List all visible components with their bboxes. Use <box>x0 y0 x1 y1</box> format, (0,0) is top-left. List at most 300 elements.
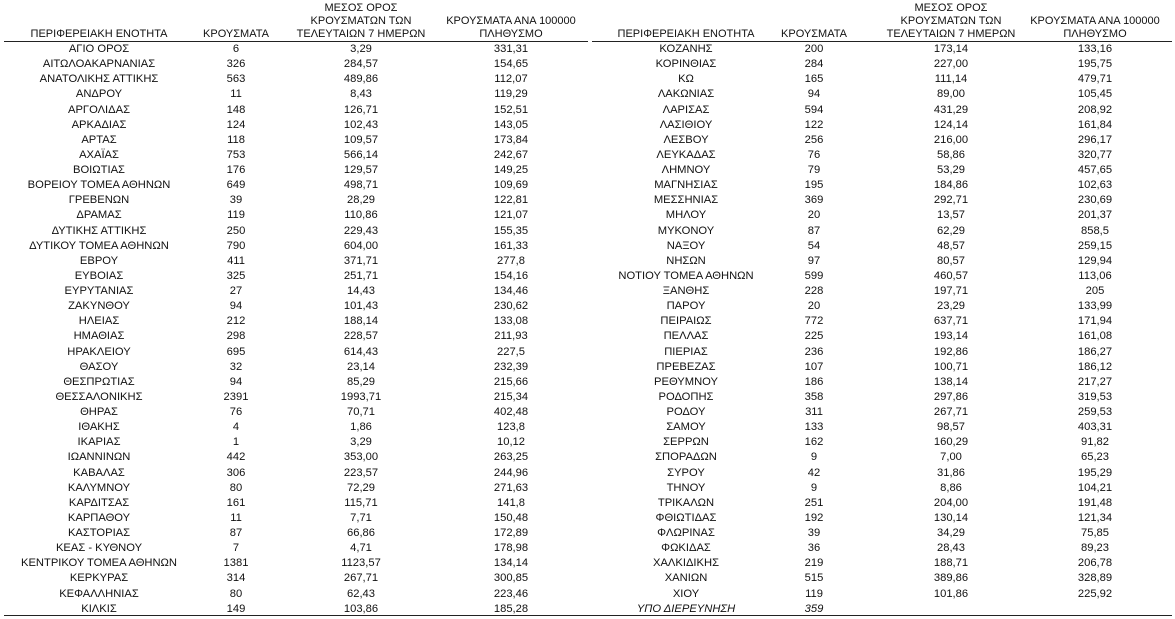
cell-region: ΛΑΚΩΝΙΑΣ <box>657 88 715 101</box>
cell-cases: 256 <box>804 133 824 146</box>
cell-cases: 20 <box>807 209 821 222</box>
cell-avg-7-days: 3,29 <box>350 436 372 449</box>
cell-avg-7-days: 431,29 <box>933 103 969 116</box>
cell-rate-per-100000: 112,07 <box>494 73 528 86</box>
cell-region: ΗΜΑΘΙΑΣ <box>73 330 125 343</box>
table-row <box>4 420 588 435</box>
cell-region: ΤΗΝΟΥ <box>666 481 706 494</box>
cell-region: ΧΑΛΚΙΔΙΚΗΣ <box>652 557 719 570</box>
cell-cases: 54 <box>807 239 821 252</box>
cell-rate-per-100000: 141,8 <box>497 496 525 509</box>
cell-region: ΚΕΝΤΡΙΚΟΥ ΤΟΜΕΑ ΑΘΗΝΩΝ <box>20 557 177 570</box>
cell-region: ΣΕΡΡΩΝ <box>663 436 709 449</box>
cell-cases: 311 <box>805 406 823 418</box>
header-avg-line-2: ΚΡΟΥΣΜΑΤΩΝ ΤΩΝ <box>310 15 412 27</box>
cell-avg-7-days: 4,71 <box>350 542 372 555</box>
cell-cases: 80 <box>229 587 243 600</box>
cell-avg-7-days: 48,57 <box>937 239 965 252</box>
cell-region: ΣΑΜΟΥ <box>666 421 706 434</box>
cell-cases: 4 <box>232 421 240 434</box>
cell-cases: 442 <box>226 451 246 464</box>
cell-region: ΧΙΟΥ <box>672 587 700 600</box>
cell-avg-7-days: 566,14 <box>343 148 379 161</box>
cell-region: ΤΡΙΚΑΛΩΝ <box>657 496 715 509</box>
table-row <box>592 284 1172 299</box>
cell-rate-per-100000: 259,53 <box>1077 406 1113 418</box>
cell-avg-7-days: 115,71 <box>344 496 378 509</box>
cell-avg-7-days: 23,29 <box>937 300 965 313</box>
header-avg-line-1: ΜΕΣΟΣ ΟΡΟΣ <box>324 2 398 14</box>
cell-cases: 176 <box>226 164 246 176</box>
cell-cases: 94 <box>229 300 243 313</box>
cell-region: ΑΡΚΑΔΙΑΣ <box>71 118 127 131</box>
cell-rate-per-100000: 208,92 <box>1077 103 1113 116</box>
table-row <box>592 299 1172 314</box>
cell-region: ΚΑΛΥΜΝΟΥ <box>67 481 131 494</box>
table-row <box>592 466 1172 481</box>
cell-cases: 165 <box>804 73 824 86</box>
table-row <box>4 571 588 586</box>
cell-rate-per-100000: 155,35 <box>493 224 529 237</box>
cell-cases: 186 <box>804 375 824 388</box>
cell-rate-per-100000: 133,16 <box>1077 43 1113 55</box>
table-row <box>592 193 1172 208</box>
table-row <box>4 299 588 314</box>
cell-avg-7-days: 103,86 <box>343 602 379 615</box>
cell-region: ΑΝΑΤΟΛΙΚΗΣ ΑΤΤΙΚΗΣ <box>39 73 159 86</box>
cell-avg-7-days: 160,29 <box>933 436 969 449</box>
cell-region: ΜΥΚΟΝΟΥ <box>657 224 715 237</box>
table-row <box>592 511 1172 526</box>
table-row <box>592 556 1172 571</box>
cell-region: ΚΕΦΑΛΛΗΝΙΑΣ <box>59 587 139 600</box>
cell-region: ΑΝΔΡΟΥ <box>75 88 123 101</box>
cell-avg-7-days: 7,71 <box>350 511 372 524</box>
cell-cases: 306 <box>226 466 246 479</box>
cell-cases: 42 <box>807 466 821 479</box>
cell-cases: 149 <box>226 602 246 615</box>
table-row <box>4 239 588 254</box>
cell-region: ΚΕΡΚΥΡΑΣ <box>69 572 129 585</box>
cell-rate-per-100000: 223,46 <box>493 587 529 600</box>
table-row <box>592 314 1172 329</box>
cell-rate-per-100000: 75,85 <box>1081 527 1109 539</box>
table-row <box>592 118 1172 133</box>
cell-cases: 2391 <box>223 390 249 403</box>
cell-rate-per-100000: 10,12 <box>497 436 525 449</box>
cell-cases: 212 <box>226 315 246 328</box>
cell-region: ΕΒΡΟΥ <box>79 254 119 267</box>
cell-avg-7-days: 389,86 <box>933 572 969 585</box>
cell-cases: 1 <box>232 436 240 449</box>
cell-rate-per-100000: 300,85 <box>493 572 529 585</box>
cell-cases: 80 <box>229 481 243 494</box>
cell-avg-7-days: 8,43 <box>350 88 372 101</box>
cell-avg-7-days: 637,71 <box>933 315 969 328</box>
cell-rate-per-100000: 191,48 <box>1077 496 1113 509</box>
header-rate-line-2: ΠΛΗΘΥΣΜΟ <box>1063 28 1127 40</box>
cell-region: ΑΡΤΑΣ <box>81 133 117 146</box>
cell-rate-per-100000: 296,17 <box>1077 133 1113 146</box>
cell-avg-7-days: 614,43 <box>343 345 379 358</box>
cell-rate-per-100000: 230,62 <box>493 300 529 313</box>
cell-region: ΛΕΥΚΑΔΑΣ <box>656 148 716 161</box>
table-row <box>592 329 1172 344</box>
table-row <box>4 148 588 163</box>
cell-avg-7-days: 23,14 <box>347 360 375 373</box>
right-header <box>592 0 1172 41</box>
right-rows <box>592 41 1172 617</box>
left-rows <box>4 41 588 617</box>
cell-cases: 1381 <box>223 557 249 570</box>
cell-rate-per-100000: 133,08 <box>493 315 529 328</box>
cell-avg-7-days: 1993,71 <box>340 390 382 403</box>
cell-region: ΠΕΛΛΑΣ <box>663 330 709 343</box>
cell-cases: 122 <box>804 118 824 131</box>
cell-avg-7-days: 173,14 <box>933 43 969 55</box>
cell-avg-7-days: 34,29 <box>937 527 965 539</box>
cell-avg-7-days: 58,86 <box>937 148 965 161</box>
cell-cases: 118 <box>227 133 245 146</box>
cell-region: ΘΕΣΣΑΛΟΝΙΚΗΣ <box>55 390 143 403</box>
cell-cases: 195 <box>804 179 824 192</box>
cell-region: ΚΟΡΙΝΘΙΑΣ <box>655 58 717 71</box>
cell-avg-7-days: 292,71 <box>933 194 969 207</box>
cell-avg-7-days: 193,14 <box>933 330 969 343</box>
cell-region: ΒΟΡΕΙΟΥ ΤΟΜΕΑ ΑΘΗΝΩΝ <box>27 179 171 192</box>
cell-region: ΙΩΑΝΝΙΝΩΝ <box>67 451 131 464</box>
cell-avg-7-days: 188,14 <box>343 315 379 328</box>
left-header <box>4 0 588 41</box>
cell-region: ΧΑΝΙΩΝ <box>664 572 708 585</box>
cell-region: ΚΑΣΤΟΡΙΑΣ <box>67 527 131 539</box>
header-region: ΠΕΡΙΦΕΡΕΙΑΚΗ ΕΝΟΤΗΤΑ <box>30 28 168 40</box>
cell-region: ΘΗΡΑΣ <box>80 406 118 418</box>
cell-rate-per-100000: 230,69 <box>1077 194 1113 207</box>
table-row <box>4 118 588 133</box>
cell-avg-7-days: 80,57 <box>937 254 965 267</box>
table-row <box>592 375 1172 390</box>
cell-region: ΔΥΤΙΚΗΣ ΑΤΤΙΚΗΣ <box>51 224 147 237</box>
table-row <box>4 526 588 541</box>
table-row <box>4 72 588 87</box>
cell-avg-7-days: 62,29 <box>937 224 965 237</box>
cell-cases: 148 <box>226 103 246 116</box>
cell-avg-7-days: 297,86 <box>933 390 969 403</box>
cell-cases: 87 <box>229 527 243 539</box>
cell-rate-per-100000: 263,25 <box>493 451 529 464</box>
table-row <box>4 511 588 526</box>
header-rate-line-2: ΠΛΗΘΥΣΜΟ <box>479 28 543 40</box>
cell-cases: 94 <box>807 88 821 101</box>
cell-region: ΓΡΕΒΕΝΩΝ <box>68 194 130 207</box>
cell-rate-per-100000: 134,46 <box>493 285 529 297</box>
cell-rate-per-100000: 215,34 <box>493 390 529 403</box>
table-row <box>592 541 1172 556</box>
cell-avg-7-days: 184,86 <box>933 179 969 192</box>
cell-rate-per-100000: 201,37 <box>1077 209 1113 222</box>
table-row <box>592 450 1172 465</box>
table-row <box>592 239 1172 254</box>
table-row <box>4 314 588 329</box>
cell-cases: 9 <box>810 451 818 464</box>
cell-region: ΦΛΩΡΙΝΑΣ <box>657 527 715 539</box>
cell-rate-per-100000: 277,8 <box>497 254 525 267</box>
cell-avg-7-days: 31,86 <box>937 466 965 479</box>
cell-cases: 119 <box>805 587 823 600</box>
header-cases: ΚΡΟΥΣΜΑΤΑ <box>203 28 269 40</box>
cell-avg-7-days: 28,29 <box>347 194 375 207</box>
table-row <box>4 450 588 465</box>
table-row <box>592 208 1172 223</box>
cell-avg-7-days: 498,71 <box>343 179 379 192</box>
cell-rate-per-100000: 152,51 <box>493 103 529 116</box>
cell-avg-7-days: 66,86 <box>347 527 375 539</box>
cell-rate-per-100000: 217,27 <box>1077 375 1113 388</box>
header-avg-7-days <box>878 2 1024 41</box>
cell-cases: 236 <box>804 345 824 358</box>
table-row <box>592 133 1172 148</box>
header-rate-line-1: ΚΡΟΥΣΜΑΤΑ ΑΝΑ 100000 <box>446 15 576 27</box>
cell-region: ΦΩΚΙΔΑΣ <box>661 542 711 555</box>
header-avg-line-1: ΜΕΣΟΣ ΟΡΟΣ <box>914 2 988 14</box>
cell-cases: 219 <box>804 557 824 570</box>
cell-rate-per-100000: 129,94 <box>1077 254 1113 267</box>
cell-cases: 192 <box>804 511 824 524</box>
cell-rate-per-100000: 271,63 <box>493 481 529 494</box>
table-row <box>4 587 588 602</box>
cell-region: ΘΕΣΠΡΩΤΙΑΣ <box>63 375 135 388</box>
cell-region: ΚΑΡΔΙΤΣΑΣ <box>68 496 130 509</box>
cell-rate-per-100000: 211,93 <box>494 330 528 343</box>
cell-rate-per-100000: 65,23 <box>1081 451 1109 464</box>
cell-region: ΑΡΓΟΛΙΔΑΣ <box>67 103 131 116</box>
cell-avg-7-days: 89,00 <box>937 88 965 101</box>
cell-rate-per-100000: 113,06 <box>1078 269 1112 282</box>
cell-avg-7-days: 204,00 <box>933 496 969 509</box>
table-row <box>592 496 1172 511</box>
cell-cases: 39 <box>807 527 821 539</box>
cell-region: ΗΡΑΚΛΕΙΟΥ <box>67 345 131 358</box>
cell-avg-7-days: 197,71 <box>933 285 969 297</box>
header-rate-line-1: ΚΡΟΥΣΜΑΤΑ ΑΝΑ 100000 <box>1030 15 1160 27</box>
cell-avg-7-days: 53,29 <box>937 164 965 176</box>
table-row <box>592 587 1172 602</box>
table-row <box>592 481 1172 496</box>
cell-avg-7-days: 188,71 <box>933 557 969 570</box>
table-row <box>4 133 588 148</box>
table-row <box>592 269 1172 284</box>
table-row <box>4 496 588 511</box>
cell-region: ΜΕΣΣΗΝΙΑΣ <box>653 194 719 207</box>
cell-region: ΘΑΣΟΥ <box>79 360 119 373</box>
cell-avg-7-days: 489,86 <box>343 73 379 86</box>
cell-cases: 36 <box>807 542 821 555</box>
cell-region: ΜΑΓΝΗΣΙΑΣ <box>654 179 718 192</box>
cell-cases: 326 <box>226 58 246 71</box>
cell-avg-7-days: 1123,57 <box>341 557 381 570</box>
cell-region: ΕΥΒΟΙΑΣ <box>74 269 124 282</box>
cell-cases: 27 <box>229 285 243 297</box>
table-row <box>592 87 1172 102</box>
table-row <box>4 163 588 178</box>
cell-cases: 359 <box>804 602 824 615</box>
cell-avg-7-days: 126,71 <box>343 103 379 116</box>
cell-cases: 20 <box>807 300 821 313</box>
cell-cases: 358 <box>804 390 824 403</box>
table-row <box>4 345 588 360</box>
cell-avg-7-days: 101,86 <box>933 587 969 600</box>
table-row <box>4 269 588 284</box>
cell-avg-7-days: 267,71 <box>343 572 379 585</box>
table-row <box>4 541 588 556</box>
cell-cases: 87 <box>807 224 821 237</box>
cell-region: ΡΕΘΥΜΝΟΥ <box>654 375 718 388</box>
table-row <box>4 360 588 375</box>
cell-cases: 753 <box>226 148 246 161</box>
table-row <box>592 254 1172 269</box>
table-row <box>4 254 588 269</box>
table-row <box>592 571 1172 586</box>
cell-rate-per-100000: 225,92 <box>1077 587 1113 600</box>
table-row <box>592 148 1172 163</box>
cell-avg-7-days: 353,00 <box>343 451 379 464</box>
cell-rate-per-100000: 171,94 <box>1077 315 1113 328</box>
cell-region: ΔΥΤΙΚΟΥ ΤΟΜΕΑ ΑΘΗΝΩΝ <box>29 239 169 252</box>
cell-rate-per-100000: 102,63 <box>1077 179 1113 192</box>
table-row <box>4 178 588 193</box>
cell-avg-7-days: 28,43 <box>937 542 965 555</box>
table-row <box>592 163 1172 178</box>
cell-rate-per-100000: 331,31 <box>493 43 529 55</box>
cell-cases: 79 <box>807 164 821 176</box>
cell-rate-per-100000: 172,89 <box>493 527 529 539</box>
cell-rate-per-100000: 154,65 <box>493 58 529 71</box>
table-row <box>592 390 1172 405</box>
header-cases: ΚΡΟΥΣΜΑΤΑ <box>781 28 847 40</box>
cell-region: ΣΥΡΟΥ <box>667 466 705 479</box>
cell-avg-7-days: 251,71 <box>343 269 379 282</box>
cell-region: ΦΘΙΩΤΙΔΑΣ <box>655 511 717 524</box>
cell-avg-7-days: 138,14 <box>933 375 969 388</box>
cell-avg-7-days: 70,71 <box>347 406 375 418</box>
cell-cases: 107 <box>804 360 824 373</box>
cell-cases: 649 <box>226 179 246 192</box>
cell-rate-per-100000: 195,29 <box>1077 466 1113 479</box>
cell-rate-per-100000: 89,23 <box>1081 542 1109 555</box>
cell-avg-7-days: 267,71 <box>933 406 969 418</box>
cell-rate-per-100000: 104,21 <box>1077 481 1113 494</box>
cell-rate-per-100000: 186,27 <box>1077 345 1113 358</box>
table-row <box>4 390 588 405</box>
cell-cases: 790 <box>226 239 246 252</box>
cell-avg-7-days: 227,00 <box>933 58 969 71</box>
cell-cases: 162 <box>804 436 824 449</box>
cell-region: ΠΡΕΒΕΖΑΣ <box>656 360 716 373</box>
cell-cases: 32 <box>229 360 243 373</box>
cell-rate-per-100000: 227,5 <box>497 345 525 358</box>
cell-region: ΑΙΤΩΛΟΑΚΑΡΝΑΝΙΑΣ <box>42 58 156 71</box>
cell-region: ΙΚΑΡΙΑΣ <box>77 436 121 449</box>
cell-avg-7-days: 604,00 <box>343 239 379 252</box>
cell-region: ΞΑΝΘΗΣ <box>662 285 710 297</box>
cell-rate-per-100000: 123,8 <box>497 421 525 434</box>
cell-avg-7-days: 228,57 <box>343 330 379 343</box>
header-rate-per-100000 <box>436 15 586 41</box>
cell-rate-per-100000: 185,28 <box>493 602 529 615</box>
cell-cases: 6 <box>232 43 240 55</box>
cell-cases: 563 <box>226 73 246 86</box>
cell-avg-7-days: 1,86 <box>350 421 372 434</box>
cell-avg-7-days: 460,57 <box>933 269 969 282</box>
table-row <box>4 208 588 223</box>
table-row <box>4 556 588 571</box>
cell-region: ΑΓΙΟ ΟΡΟΣ <box>68 43 130 55</box>
cell-cases: 133 <box>804 421 824 434</box>
cell-rate-per-100000: 134,14 <box>493 557 529 570</box>
cell-region: ΚΑΒΑΛΑΣ <box>73 466 125 479</box>
cell-rate-per-100000: 121,07 <box>493 209 529 222</box>
cell-cases: 325 <box>226 269 246 282</box>
cell-region: ΗΛΕΙΑΣ <box>78 315 120 328</box>
cell-rate-per-100000: 161,84 <box>1077 118 1113 131</box>
cell-region: ΚΟΖΑΝΗΣ <box>659 43 713 55</box>
cell-region: ΡΟΔΟΥ <box>666 406 706 418</box>
table-row <box>592 224 1172 239</box>
header-avg-7-days <box>287 2 435 41</box>
cell-rate-per-100000: 91,82 <box>1081 436 1109 449</box>
cell-rate-per-100000: 133,99 <box>1077 300 1113 313</box>
cell-avg-7-days: 192,86 <box>933 345 969 358</box>
table-row <box>592 345 1172 360</box>
cell-rate-per-100000: 178,98 <box>493 542 529 555</box>
cell-avg-7-days: 130,14 <box>933 511 969 524</box>
table-row <box>4 375 588 390</box>
cell-rate-per-100000: 105,45 <box>1077 88 1113 101</box>
table-row <box>4 284 588 299</box>
table-row <box>4 435 588 450</box>
cell-region: ΜΗΛΟΥ <box>665 209 707 222</box>
cell-region: ΚΕΑΣ - ΚΥΘΝΟΥ <box>55 542 143 555</box>
cell-cases: 11 <box>230 88 242 101</box>
cell-cases: 76 <box>807 148 821 161</box>
cell-avg-7-days: 102,43 <box>343 118 379 131</box>
cell-region: ΠΕΙΡΑΙΩΣ <box>660 315 712 328</box>
cell-avg-7-days: 110,86 <box>344 209 378 222</box>
cell-avg-7-days: 229,43 <box>343 224 379 237</box>
cell-region: ΝΑΞΟΥ <box>666 239 706 252</box>
cell-cases: 76 <box>229 406 243 418</box>
cell-avg-7-days: 124,14 <box>933 118 969 131</box>
cell-rate-per-100000: 149,25 <box>493 164 529 176</box>
cell-region: ΠΙΕΡΙΑΣ <box>664 345 708 358</box>
table-row <box>4 224 588 239</box>
table-row <box>592 178 1172 193</box>
cell-region: ΒΟΙΩΤΙΑΣ <box>73 164 125 176</box>
cell-rate-per-100000: 143,05 <box>493 118 529 131</box>
cell-avg-7-days: 109,57 <box>343 133 379 146</box>
cell-rate-per-100000: 215,66 <box>493 375 529 388</box>
header-region: ΠΕΡΙΦΕΡΕΙΑΚΗ ΕΝΟΤΗΤΑ <box>617 28 755 40</box>
cell-rate-per-100000: 161,08 <box>1077 330 1113 343</box>
cell-cases: 284 <box>804 58 824 71</box>
table-row <box>592 57 1172 72</box>
cell-cases: 314 <box>226 572 246 585</box>
cell-cases: 124 <box>226 118 246 131</box>
cell-avg-7-days: 223,57 <box>343 466 379 479</box>
cell-avg-7-days: 7,00 <box>940 451 962 464</box>
cell-avg-7-days: 98,57 <box>937 421 965 434</box>
